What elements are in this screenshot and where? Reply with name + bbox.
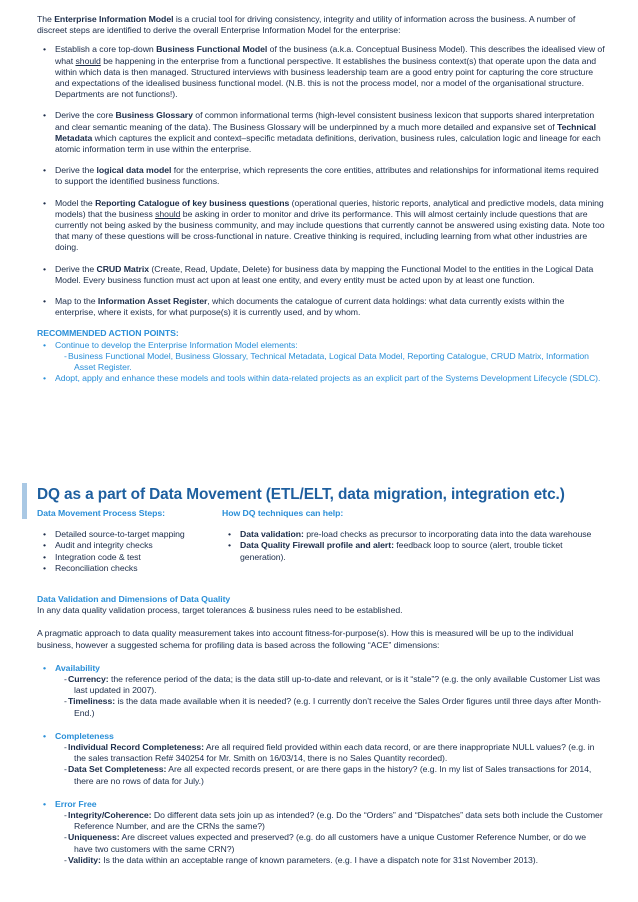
heading-accent-bar xyxy=(22,483,27,519)
list-item: • Data Quality Firewall profile and alert: feedback loop to source (alert, trouble ticket generation). xyxy=(222,540,607,562)
dimension-name: • Completeness xyxy=(37,731,607,742)
section-enterprise-model xyxy=(37,14,607,384)
process-steps-column xyxy=(37,508,227,574)
dimension-subitem: - Uniqueness: Are discreet values expected and preserved? (e.g. do all customers have a unique Customer Reference Number, or do we have two customers with the same CRN?) xyxy=(64,832,587,854)
actions-list-2 xyxy=(37,373,607,384)
list-item: • Derive the CRUD Matrix (Create, Read, Update, Delete) for business data by mapping the Functional Model to the entities in the Logical Data Model. Every business function must act upon at least one entity, and every entity must be acted upon by at least one function. xyxy=(37,264,607,286)
validation-text: In any data quality validation process, target tolerances & business rules need to be established. xyxy=(37,605,403,616)
intro-paragraph: The Enterprise Information Model is a crucial tool for driving consistency, integrity and utility of information across the business. A number of discreet steps are identified to derive the overall Enterprise Information Model for the enterprise: xyxy=(37,14,576,36)
list-item: • Audit and integrity checks xyxy=(37,540,227,551)
list-item: • Derive the core Business Glossary of common informational terms (high-level consistent business lexicon that supports shared interpretation and clear semantic meaning of the data). The Business Glossary will be underpinned by a much more detailed and expansive set of Technical Metadata which captures the explicit and context–specific metadata definitions, derivation, business rules, calculation logic and lineage for each atomic information term in use within the enterprise. xyxy=(37,110,607,155)
validation-heading: Data Validation and Dimensions of Data Quality xyxy=(37,594,231,604)
process-steps-heading: Data Movement Process Steps: xyxy=(37,508,165,518)
dimension-subitem: - Data Set Completeness: Are all expected records present, or are there gaps in the history? (e.g. In my list of Sales transactions for 2014, there are no rows of data for July.) xyxy=(64,764,592,786)
dimension-error-free xyxy=(37,799,607,810)
actions-heading: RECOMMENDED ACTION POINTS: xyxy=(37,328,179,339)
action-subitem: - Business Functional Model, Business Glossary, Technical Metadata, Logical Data Model, Reporting Catalogue, CRUD Matrix, Information Asset Register. xyxy=(64,350,589,373)
dimension-subitem: - Validity: Is the data within an acceptable range of known parameters. (e.g. I have a dispatch note for 31st November 2013). xyxy=(64,854,539,865)
dimension-name: • Availability xyxy=(37,663,607,674)
list-item: • Continue to develop the Enterprise Information Model elements: xyxy=(37,340,607,351)
process-steps-list xyxy=(37,529,227,574)
validation-section xyxy=(37,594,607,866)
list-item: • Establish a core top-down Business Functional Model of the business (a.k.a. Conceptual Business Model). This describes the idealised view of what should be happening in the enterprise from a functional perspective. It establishes the business context(s) that operate upon the data and within which data is then managed. Structured interviews with business leadership team are a good entry point for capturing the core structure and expectations of the idealised business functional model. (N.B. this is not the process model, nor a model of the organisational structure. Departments are not functions!). xyxy=(37,44,607,100)
list-item: • Derive the logical data model for the enterprise, which represents the core entities, attributes and relationships for informational items required to support the identified business functions. xyxy=(37,165,607,187)
dimension-availability xyxy=(37,663,607,674)
list-item: • Detailed source-to-target mapping xyxy=(37,529,227,540)
dq-techniques-column xyxy=(222,508,607,563)
dimension-name: • Error Free xyxy=(37,799,607,810)
list-item: • Reconciliation checks xyxy=(37,563,227,574)
section-title: DQ as a part of Data Movement (ETL/ELT, data migration, integration etc.) xyxy=(37,486,565,503)
list-item: • Adopt, apply and enhance these models and tools within data-related projects as an explicit part of the Systems Development Lifecycle (SDLC). xyxy=(37,373,607,384)
model-steps-list xyxy=(37,44,607,318)
dimension-completeness xyxy=(37,731,607,742)
list-item: • Model the Reporting Catalogue of key business questions (operational queries, historic reports, analytical and predictive models, data mining models) that the business should be asking in order to monitor and drive its performance. This will almost certainly include questions that are currently not being asked by the business community, and may include questions that currently cannot be answered using existing data. Note too that many of these questions will be cross-functional in nature. Creative thinking is required, including learning from what other industries are doing. xyxy=(37,198,607,254)
dimension-subitem: - Currency: the reference period of the data; is the data still up-to-date and relevant, or is it “stale”? (e.g. the only available Customer List was last updated in 2007). xyxy=(64,674,601,696)
list-item: • Map to the Information Asset Register, which documents the catalogue of current data holdings: what data currently exists within the enterprise, where it exists, for what purpose(s) it is currently used, and by whom. xyxy=(37,296,607,318)
dq-techniques-heading: How DQ techniques can help: xyxy=(222,508,344,518)
dq-techniques-list xyxy=(222,529,607,563)
dimension-subitem: - Timeliness: is the data made available when it is needed? (e.g. I currently don’t receive the Sales Order figures until three days after Month-End.) xyxy=(64,696,602,718)
actions-list xyxy=(37,340,607,351)
list-item: • Data validation: pre-load checks as precursor to incorporating data into the data warehouse xyxy=(222,529,607,540)
dimension-subitem: - Integrity/Coherence: Do different data sets join up as intended? (e.g. Do the “Orders” and “Dispatches” data sets both include the Customer Reference Number, and are the CRNs the same?) xyxy=(64,810,603,832)
list-item: • Integration code & test xyxy=(37,552,227,563)
pragmatic-text: A pragmatic approach to data quality measurement takes into account fitness-for-purpose(s). How this is measured will be up to the individual business, however a suggested schema for profiling data is based across the following “ACE” dimensions: xyxy=(37,628,574,650)
dimension-subitem: - Individual Record Completeness: Are all required field provided within each data record, or are there inappropriate NULL values? (e.g. in the sales transaction Ref# 340254 for Mr. Smith on 16/03/14, there is no Sales Quantity recorded). xyxy=(64,742,595,764)
